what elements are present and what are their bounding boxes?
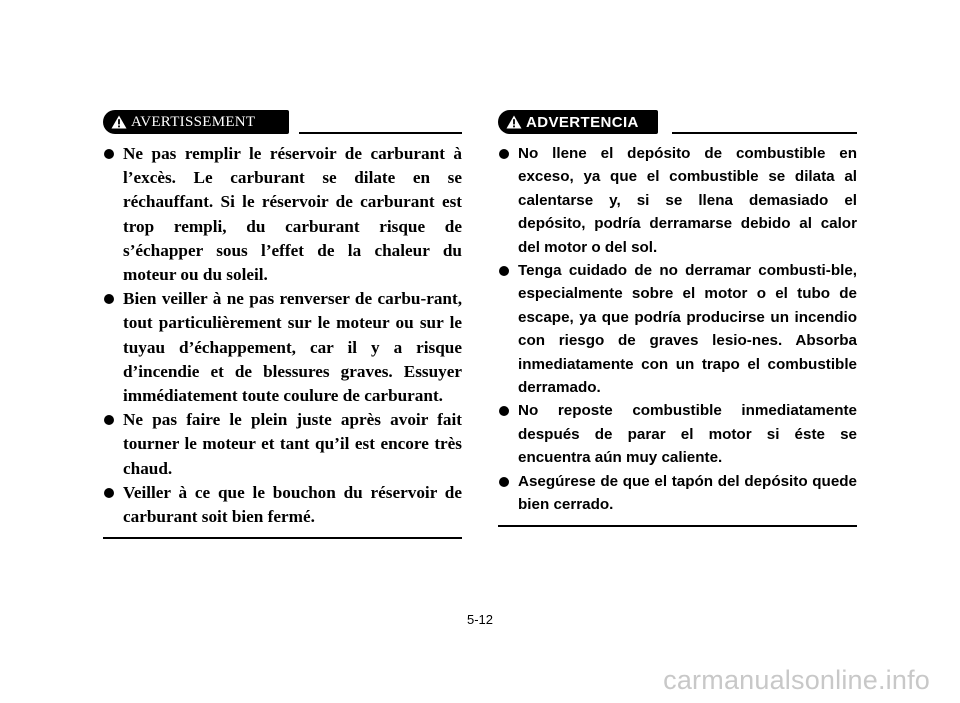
warning-list-spanish bbox=[498, 142, 857, 517]
list-item: Bien veiller à ne pas renverser de carbu-rant, tout particulièrement sur le moteur ou sur le tuyau d’échappement, car il y a risque d’incendie et de blessures graves. Essuyer immédiatement toute coulure de carburant. bbox=[103, 287, 462, 408]
warning-badge-label: ADVERTENCIA bbox=[526, 113, 639, 131]
list-item: No reposte combustible inmediatamente después de parar el motor si éste se encuentra aún muy caliente. bbox=[498, 399, 857, 469]
bottom-rule bbox=[498, 525, 857, 527]
warning-badge-french bbox=[103, 110, 289, 134]
warning-block-french bbox=[103, 110, 462, 539]
warning-list-french bbox=[103, 142, 462, 529]
list-item: Ne pas faire le plein juste après avoir fait tourner le moteur et tant qu’il est encore très chaud. bbox=[103, 408, 462, 481]
warning-triangle-icon bbox=[111, 115, 127, 129]
warning-badge-label: AVERTISSEMENT bbox=[131, 113, 256, 130]
bottom-rule bbox=[103, 537, 462, 539]
warning-block-spanish bbox=[498, 110, 857, 527]
list-item: No llene el depósito de combustible en exceso, ya que el combustible se dilata al calentarse y, si se llena demasiado el depósito, podría derramarse debido al calor del motor o del sol. bbox=[498, 142, 857, 259]
header-rule bbox=[299, 132, 462, 134]
watermark: carmanualsonline.info bbox=[663, 665, 930, 695]
list-item: Asegúrese de que el tapón del depósito quede bien cerrado. bbox=[498, 470, 857, 517]
list-item: Ne pas remplir le réservoir de carburant à l’excès. Le carburant se dilate en se réchauffant. Si le réservoir de carburant est trop rempli, du carburant risque de s’échapper sous l’effet de la chaleur du moteur ou du soleil. bbox=[103, 142, 462, 287]
warning-header-spanish bbox=[498, 110, 857, 136]
list-item: Veiller à ce que le bouchon du réservoir de carburant soit bien fermé. bbox=[103, 481, 462, 529]
warning-header-french bbox=[103, 110, 462, 136]
list-item: Tenga cuidado de no derramar combusti-ble, especialmente sobre el motor o el tubo de escape, ya que podría producirse un incendio con riesgo de graves lesio-nes. Absorba inmediatamente con un trapo el combustible derramado. bbox=[498, 259, 857, 399]
page-number: 5-12 bbox=[466, 612, 494, 627]
warning-badge-spanish bbox=[498, 110, 658, 134]
warning-triangle-icon bbox=[506, 115, 522, 129]
header-rule bbox=[672, 132, 857, 134]
